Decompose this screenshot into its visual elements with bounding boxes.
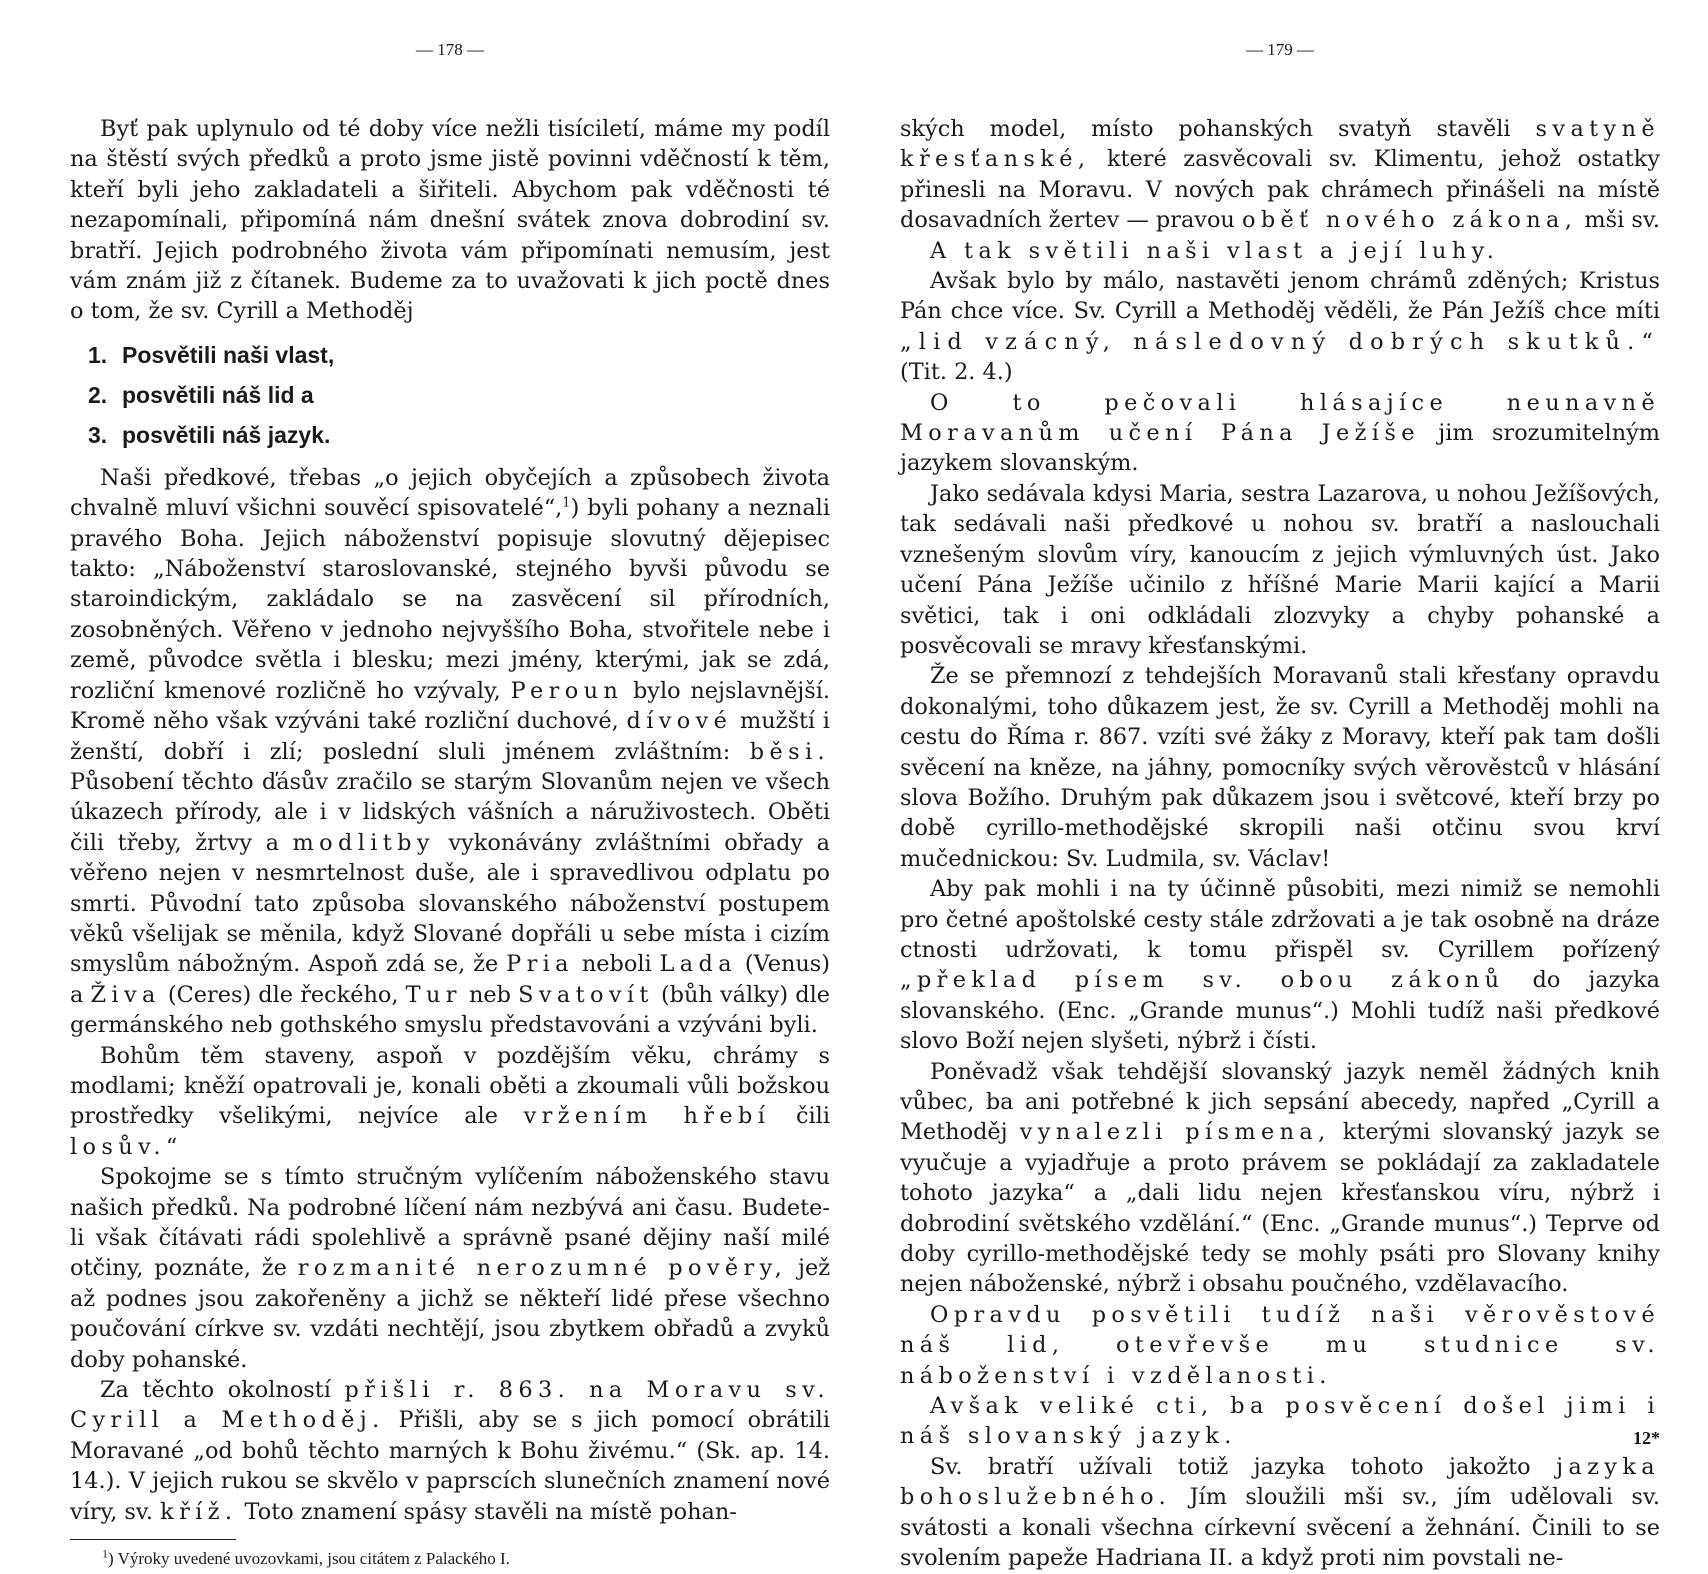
text-run: Jím sloužili mši sv., jím udělovali sv. svátosti a konali všechna církevní svěcení a žehnání. Činili to se svolením papeže Hadriana II. a když proti nim povstali ne- <box>900 1484 1661 1572</box>
text-run: Působení těchto ďásův zračilo se starým Slovanům nejen ve všech úkazech přírody, ale i v lidských vášních a náruživostech. Oběti čili třeby, žrtvy a <box>70 768 830 856</box>
spaced-text: vynalezli písmena, <box>1019 1119 1331 1146</box>
spaced-text: Avšak veliké cti, ba posvěcení došel jimi i náš slovanský jazyk. <box>900 1393 1660 1450</box>
point-number: 2. <box>88 381 108 408</box>
text-run: mši sv. <box>1584 207 1660 234</box>
spaced-text: „lid vzácný, následovný dobrých skutků.“ <box>900 328 1660 355</box>
text-run: Toto znamení spásy stavěli na místě pohan- <box>244 1498 737 1525</box>
text-run: neboli <box>581 951 652 978</box>
list-item <box>70 415 830 455</box>
text-run: Přišli, aby se s jich pomocí obrátili Moravané „od bohů těchto marných k Bohu živému.“ (Sk. ap. 14. 14.). V jejich rukou se skvělo v paprscích slunečních znamení nové víry, sv. <box>70 1407 830 1525</box>
spaced-text: Opravdu posvětili tudíž naši věrověstové náš lid, otevřevše mu studnice sv. náboženství i vzdělanosti. <box>900 1301 1660 1389</box>
paragraph <box>900 388 1660 479</box>
footnote-text: ) Výroky uvedené uvozovkami, jsou citátem z Palackého I. <box>108 1549 510 1569</box>
right-page-body <box>900 114 1660 1574</box>
left-page <box>70 40 830 1570</box>
footnote-number: 1 <box>102 1546 108 1561</box>
text-run: vykonávány zvláštními obřady a věřeno nejen v nesmrtelnost duše, ale i spravedlivou odplatu po smrti. Původní tato způsoba slovanského náboženství postupem věků všelijak se měnila, když Slované dopřáli u sebe místa i cizím smyslům nábožným. Aspoň zdá se, že <box>70 829 830 978</box>
text-run: Bohům těm staveny, aspoň v pozdějším věku, chrámy s modlami; kněží opatrovali je, konali oběti a zkoumali vůli božskou prostředky všelikými, nejvíce ale <box>70 1042 830 1130</box>
text-run: bylo nejslavnější. Kromě něho však vzýváni také rozliční duchové, <box>70 677 831 735</box>
page-number-right: — 179 — <box>1246 40 1314 59</box>
paragraph <box>70 463 830 1041</box>
text-run: ) byli pohany a neznali pravého Boha. Jejich náboženství popisuje slovutný dějepisec takto: „Náboženství staroslovanské, stejného byvši původu se staroindickým, zakládalo se na zasvěcení sil přírodních, zosobněných. Věřeno v jednoho nejvyššího Boha, stvořitele nebe i země, původce světla i blesku; mezi jmény, kterými, jak se zdá, rozliční kmenové rozličně ho vzývaly, <box>70 495 831 704</box>
spaced-text: Svatovít <box>518 981 654 1008</box>
paragraph <box>70 1041 830 1163</box>
paragraph <box>900 1391 1660 1452</box>
text-run: neb <box>469 981 512 1008</box>
spaced-text: A tak světili naši vlast a její luhy. <box>930 237 1500 264</box>
footnote <box>70 1548 830 1570</box>
footnote-divider <box>70 1539 236 1540</box>
point-text: posvětili náš lid a <box>122 381 314 408</box>
list-item <box>70 375 830 415</box>
text-run: jim srozumitelným jazykem slovanským. <box>900 420 1660 477</box>
spaced-text: rozmanité nerozumné pověry, <box>297 1255 788 1282</box>
paragraph <box>70 1375 830 1527</box>
text-run: čili <box>795 1103 831 1130</box>
point-number: 1. <box>88 341 108 368</box>
spaced-text: O to pečovali hlásajíce neunavně Moravanům učení Pána Ježíše <box>900 389 1660 447</box>
spaced-text: přišli r. 863. na Moravu sv. Cyrill a Methoděj. <box>70 1377 830 1434</box>
text-run: (Tit. 2. 4.) <box>900 359 1013 386</box>
text-run: Za těchto okolností <box>100 1377 331 1404</box>
text-run: (bůh války) dle germánského neb gothského smyslu představováni a vzýváni byli. <box>70 981 830 1039</box>
spaced-text: běsi. <box>749 738 831 765</box>
text-run: Avšak bylo by málo, nastavěti jenom chrámů zděných; Kristus Pán chce více. Sv. Cyrill a Methoděj věděli, že Pán Ježíš chce míti <box>900 268 1660 325</box>
paragraph: Jako sedávala kdysi Maria, sestra Lazarova, u nohou Ježíšových, tak sedávali naši předkové u nohou sv. bratří a naslouchali vznešeným slovům víry, kanoucím z jejich výmluvných úst. Jako učení Pána Ježíše učinilo z hříšné Marie Marii kající a Marii světici, tak i oni odkládali zlozvyky a chyby pohanské a posvěcovali se mravy křesťanskými. <box>900 480 1660 659</box>
paragraph <box>900 114 1660 236</box>
paragraph <box>70 1162 830 1375</box>
text-run: Sv. bratří užívali totiž jazyka tohoto jakožto <box>930 1453 1531 1480</box>
paragraph: Že se přemnozí z tehdejších Moravanů stali křesťany opravdu dokonalými, toho důkazem jest, že sv. Cyrill a Methoděj mohli na cestu do Říma r. 867. vzíti své žáky z Moravy, kteří pak tam došli svěcení na kněze, na jáhny, pomocníky svých věrověstců v hlásání slova Božího. Druhým pak důkazem jsou i světcové, kteří brzy po době cyrillo-methodějské skropili naši otčinu svou krví mučednickou: Sv. Ludmila, sv. Václav! <box>900 663 1660 872</box>
paragraph <box>900 266 1660 388</box>
spaced-text: „překlad písem sv. obou zákonů <box>900 967 1505 994</box>
paragraph <box>900 1057 1660 1300</box>
right-page <box>900 40 1660 1574</box>
paragraph <box>900 1300 1660 1391</box>
paragraph <box>900 236 1660 266</box>
point-text: Posvětili naši vlast, <box>122 341 335 368</box>
text-run: (Ceres) dle řeckého, <box>167 981 399 1008</box>
list-item <box>70 335 830 375</box>
spaced-text: losův.“ <box>70 1133 183 1160</box>
text-run: do jazyka slovanského. (Enc. „Grande munus“.) Mohli tudíž naši předkové slovo Boží nejen slyšeti, nýbrž i čísti. <box>900 967 1660 1055</box>
paragraph <box>900 1452 1660 1574</box>
spaced-text: Tur <box>405 981 462 1008</box>
spaced-text: Lada <box>659 951 737 978</box>
paragraph <box>900 874 1660 1056</box>
text-run: Naši předkové, třebas „o jejich obyčejích a způsobech života chvalně mluví všichni souvěcí spisovatelé“, <box>70 464 830 522</box>
spaced-text: Živa <box>90 981 161 1008</box>
text-run: kterými slovanský jazyk se vyučuje a vyjadřuje a proto právem se pokládají za zakladatele tohoto jazyka“ a „dali lidu nejen křesťanskou víru, nýbrž i dobrodiní světského vzdělání.“ (Enc. „Grande munus“.) Teprve od doby cyrillo-methodějské tedy se mohly psáti pro Slovany knihy nejen náboženské, nýbrž i obsahu poučného, vzdělavacího. <box>900 1119 1661 1298</box>
signature-mark: 12* <box>1633 1428 1660 1448</box>
text-run: Poněvadž však tehdější slovanský jazyk neměl žádných knih vůbec, ba ani potřebné k jich sepsání abecedy, napřed „Cyrill a Methoděj <box>900 1058 1660 1146</box>
footnote-ref: 1 <box>562 495 571 511</box>
spaced-text: svatyně křesťanské, <box>900 116 1660 173</box>
text-run: (Venus) a <box>70 951 831 1008</box>
spaced-text: oběť nového zákona, <box>1241 207 1578 234</box>
spaced-text: dívové <box>626 708 733 735</box>
spaced-text: modlitby <box>292 829 435 856</box>
spaced-text: vržením hřebí <box>523 1103 771 1130</box>
text-run: Aby pak mohli i na ty účinně působiti, mezi nimiž se nemohli pro četné apoštolské cesty stále zdržovati a je tak osobně na dráze ctnosti udržovati, k tomu přispěl sv. Cyrillem pořízený <box>900 876 1660 963</box>
paragraph: Byť pak uplynulo od té doby více nežli tisíciletí, máme my podíl na štěstí svých předků a proto jsme jistě povinni vděčností k těm, kteří byli jeho zakladateli a šiřiteli. Abychom pak vděčnosti té nezapomínali, připomíná nám dnešní svátek znova dobrodiní sv. bratří. Jejich podrobného života vám připomínati nemusím, jest vám znám již z čítanek. Budeme za to uvažovati k jich poctě dnes o tom, že sv. Cyrill a Methoděj <box>70 116 830 325</box>
point-number: 3. <box>88 421 108 448</box>
page-number-left: — 178 — <box>416 40 484 59</box>
spaced-text: Peroun <box>510 677 624 704</box>
text-run: Spokojme se s tímto stručným vylíčením náboženského stavu našich předků. Na podrobné líčení nám nezbývá ani času. Budete-li však čítávati rádi spolehlivě a správně psané dějiny naší milé otčiny, poznáte, že <box>70 1164 830 1282</box>
text-run: ských model, místo pohanských svatyň stavěli <box>900 116 1511 142</box>
text-run: mužští i ženští, dobří i zlí; poslední sluli jménem zvláštním: <box>70 708 830 765</box>
left-page-body <box>70 114 830 1570</box>
text-run: které zasvěcovali sv. Klimentu, jehož ostatky přinesli na Moravu. V nových pak chrámech přinášeli na místě dosavadních žertev — pravou <box>900 146 1661 234</box>
spaced-text: kříž. <box>160 1498 238 1525</box>
points-list <box>70 335 830 455</box>
text-run: jež až podnes jsou zakořeněny a jichž se někteří lidé přese všechno poučování církve sv. vzdáti nechtějí, jsou zbytkem obřadů a zvyků doby pohanské. <box>70 1255 831 1373</box>
spaced-text: jazyka bohoslužebného. <box>900 1453 1660 1511</box>
spaced-text: Pria <box>506 951 574 978</box>
point-text: posvětili náš jazyk. <box>122 421 331 448</box>
